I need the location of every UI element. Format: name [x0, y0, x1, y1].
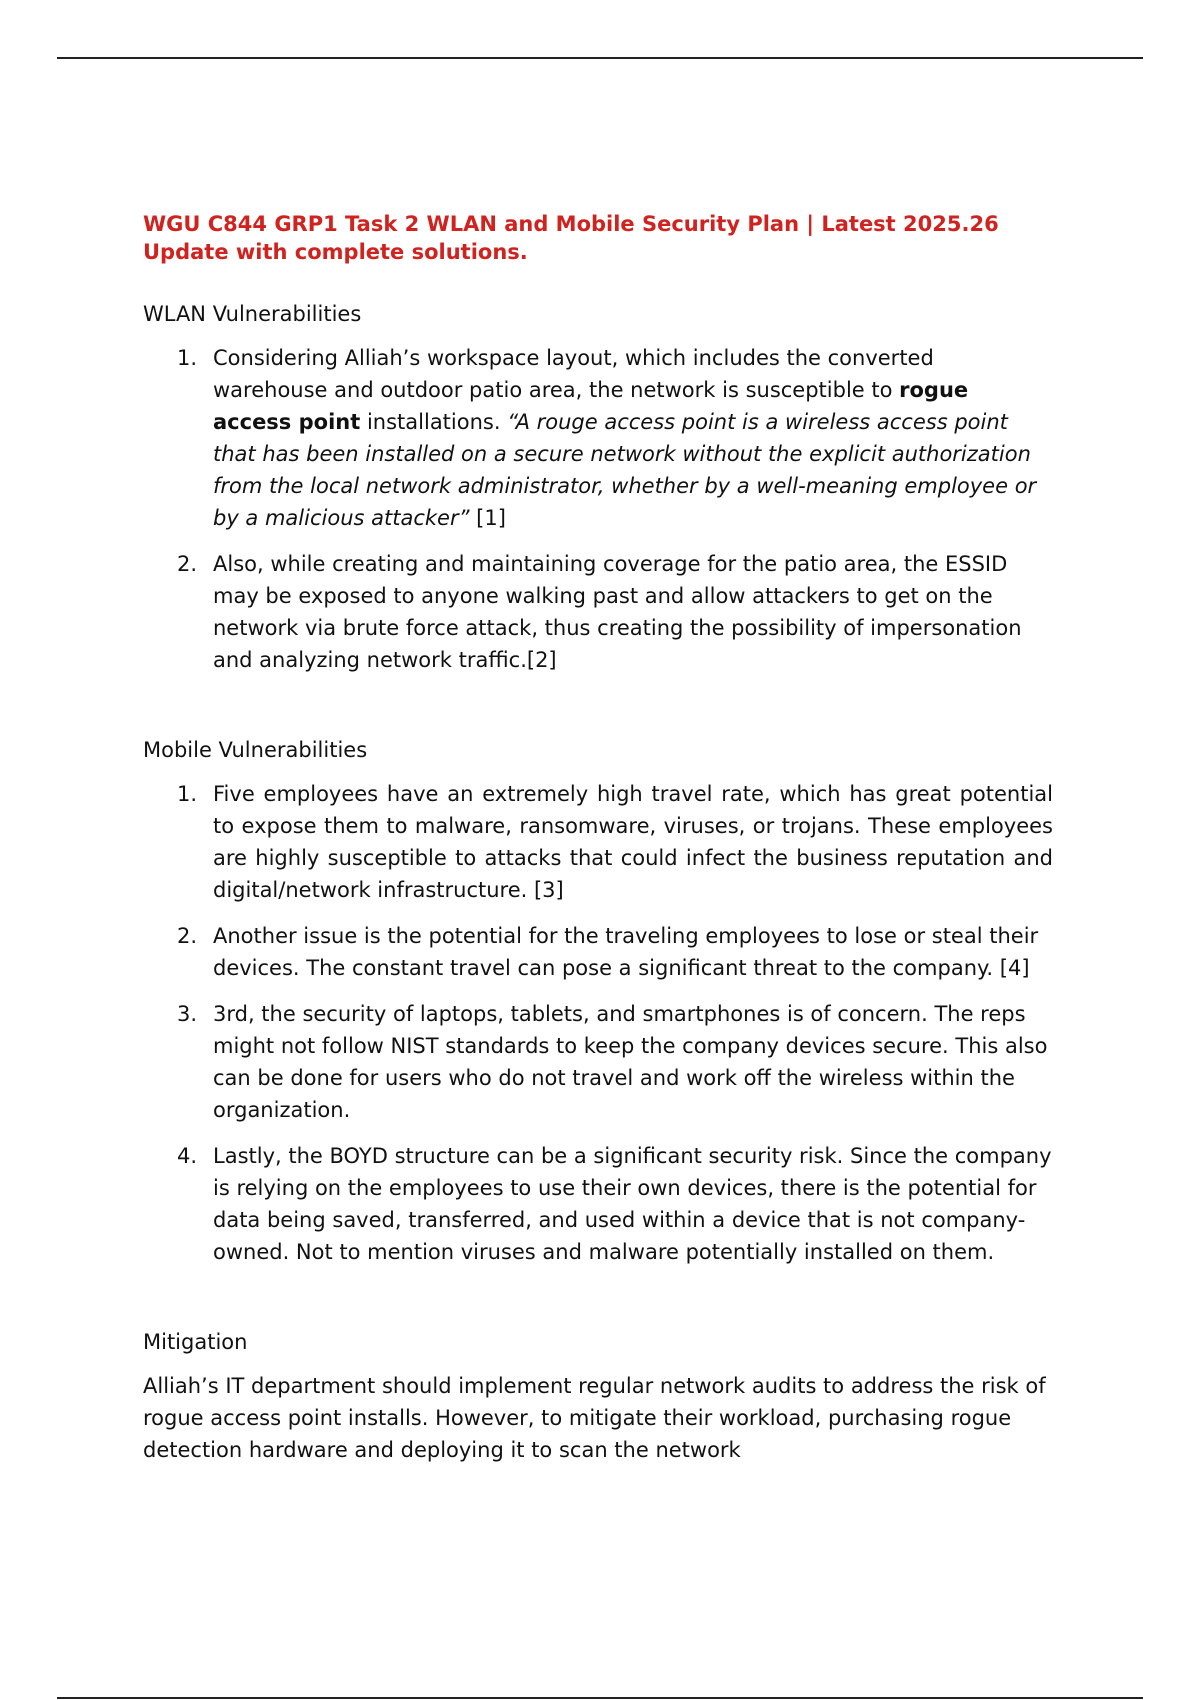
- citation: [1]: [469, 506, 506, 530]
- list-item-text: Considering Alliah’s workspace layout, which includes the converted warehouse and outdoor patio area, the network is susceptible to: [213, 346, 934, 402]
- list-item-text: Lastly, the BOYD structure can be a significant security risk. Since the company is relying on the employees to use their own devices, there is the potential for data being saved, transferred, and used within a device that is not company-owned. Not to mention viruses and malware potentially installed on them.: [213, 1144, 1052, 1264]
- list-item: [177, 1140, 1053, 1268]
- top-rule: [57, 57, 1143, 59]
- document-title: WGU C844 GRP1 Task 2 WLAN and Mobile Security Plan | Latest 2025.26 Update with complete solutions.: [143, 212, 999, 264]
- wlan-vulnerability-list: [143, 342, 1053, 676]
- list-item-text: Also, while creating and maintaining coverage for the patio area, the ESSID may be exposed to anyone walking past and allow attackers to get on the network via brute force attack, thus creating the possibility of impersonation and analyzing network traffic.[2]: [213, 552, 1022, 672]
- list-number: 2.: [177, 552, 198, 576]
- list-item: [177, 548, 1053, 676]
- list-item-quote: “A rouge access point is a wireless access point that has been installed on a secure network without the explicit authorization from the local network administrator, whether by a well-meaning employee or by a malicious attacker”: [213, 410, 1037, 530]
- mitigation-paragraph: Alliah’s IT department should implement regular network audits to address the risk of rogue access point installs. However, to mitigate their workload, purchasing rogue detection hardware and deploying it to scan the network: [143, 1374, 1046, 1462]
- list-number: 2.: [177, 924, 198, 948]
- list-item-bold-term: rogue access point: [213, 378, 969, 434]
- list-item: [177, 998, 1053, 1126]
- list-item-text: 3rd, the security of laptops, tablets, and smartphones is of concern. The reps might not follow NIST standards to keep the company devices secure. This also can be done for users who do not travel and work off the wireless within the organization.: [213, 1002, 1048, 1122]
- mobile-vulnerability-list: [143, 778, 1053, 1268]
- list-item: [177, 920, 1053, 984]
- list-number: 1.: [177, 782, 198, 806]
- list-item-text: installations.: [360, 410, 508, 434]
- document-body: [143, 210, 1053, 1466]
- list-number: 1.: [177, 346, 198, 370]
- list-item: [177, 342, 1053, 534]
- bottom-rule: [57, 1697, 1143, 1699]
- wlan-heading: WLAN Vulnerabilities: [143, 302, 362, 326]
- mobile-heading: Mobile Vulnerabilities: [143, 738, 368, 762]
- list-number: 4.: [177, 1144, 198, 1168]
- mitigation-heading: Mitigation: [143, 1330, 248, 1354]
- list-item-text: Another issue is the potential for the traveling employees to lose or steal their devices. The constant travel can pose a significant threat to the company. [4]: [213, 924, 1039, 980]
- list-number: 3.: [177, 1002, 198, 1026]
- list-item: [177, 778, 1053, 906]
- list-item-text: Five employees have an extremely high travel rate, which has great potential to expose them to malware, ransomware, viruses, or trojans. These employees are highly susceptible to attacks that could infect the business reputation and digital/network infrastructure. [3]: [213, 782, 1053, 902]
